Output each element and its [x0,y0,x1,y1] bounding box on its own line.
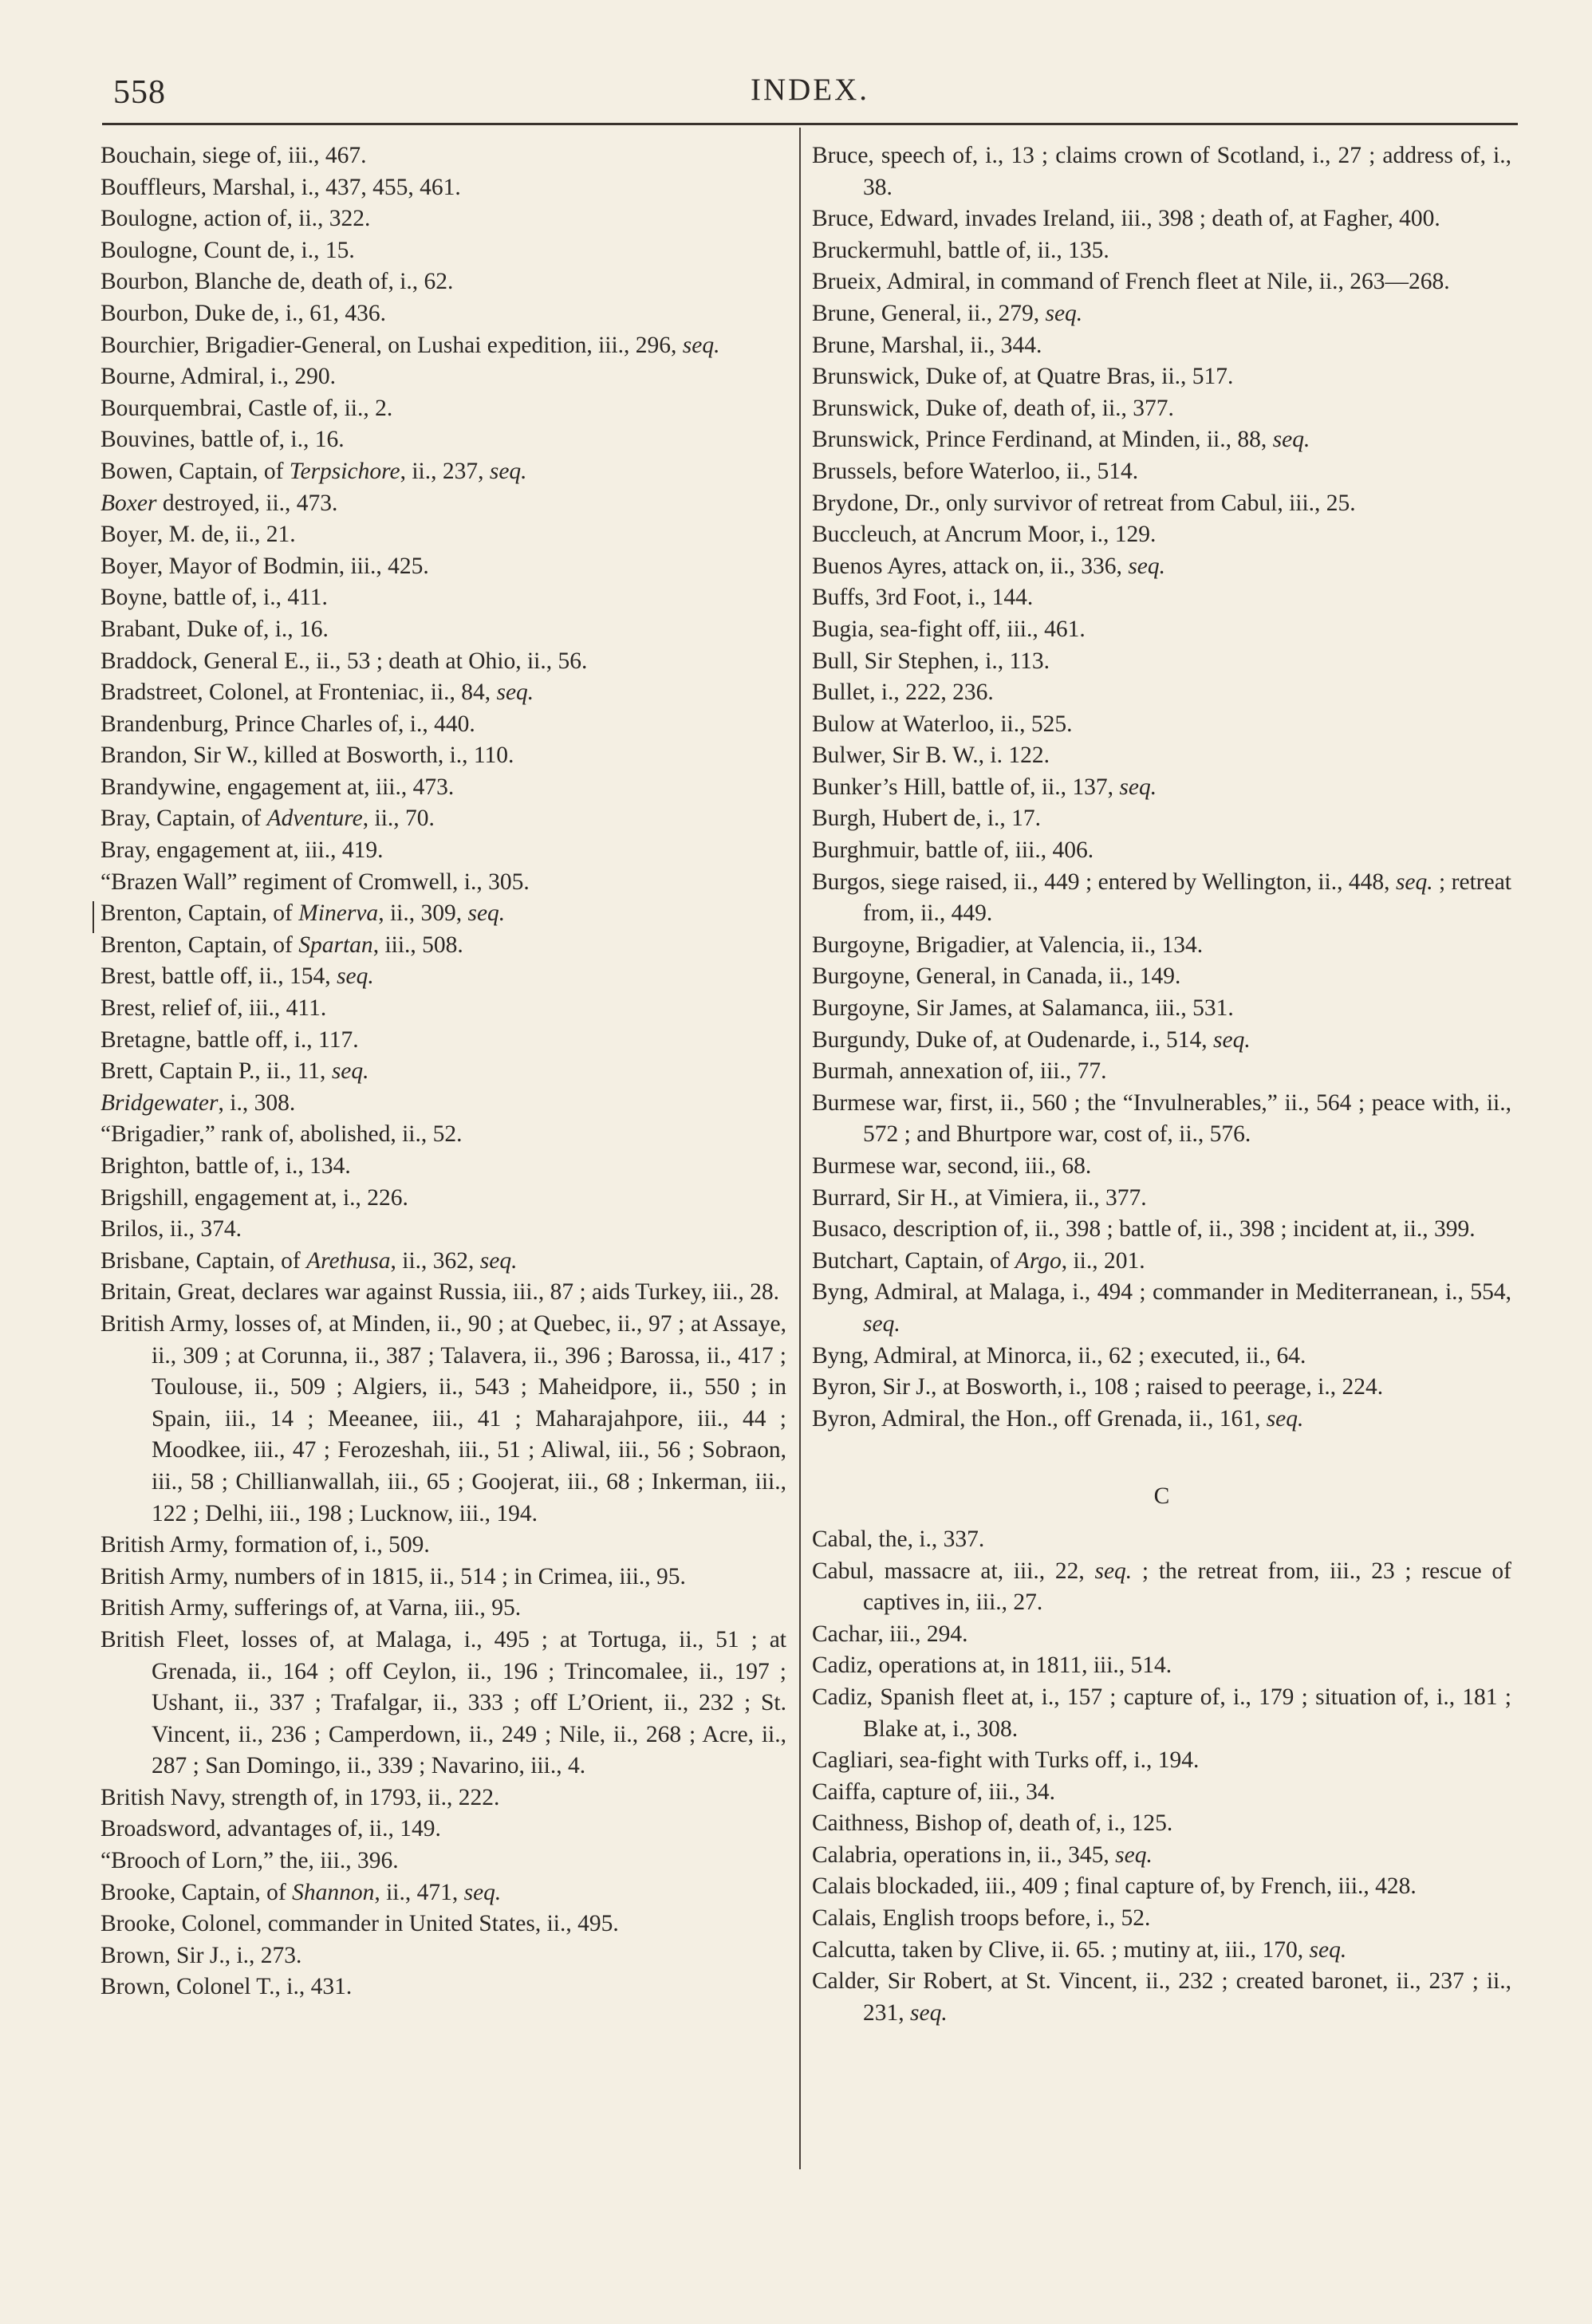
index-entry: Brunswick, Prince Ferdinand, at Minden, ii., 88, seq. [812,427,1310,453]
index-entry: Britain, Great, declares war against Russia, iii., 87 ; aids Turkey, iii., 28. [100,1279,779,1306]
index-entry: Bourne, Admiral, i., 290. [100,364,336,390]
index-entry: Brandywine, engagement at, iii., 473. [100,774,455,800]
index-entry: Bruckermuhl, battle of, ii., 135. [812,237,1109,263]
index-entry: Caiffa, capture of, iii., 34. [812,1778,1056,1805]
index-section-c [812,1524,1511,2030]
page-title: INDEX. [750,73,870,107]
index-entry: Bull, Sir Stephen, i., 113. [812,648,1050,674]
index-entry: British Army, sufferings of, at Varna, iii., 95. [100,1595,522,1621]
index-entry: Buenos Ayres, attack on, ii., 336, seq. [812,553,1166,579]
index-entry: Buccleuch, at Ancrum Moor, i., 129. [812,522,1157,548]
index-entry: Bunker’s Hill, battle of, ii., 137, seq. [812,774,1157,800]
index-entry: Brest, relief of, iii., 411. [100,995,327,1022]
index-entry: Brandenburg, Prince Charles of, i., 440. [100,711,475,737]
index-entry: Cachar, iii., 294. [812,1621,968,1647]
index-entry: Burmese war, first, ii., 560 ; the “Invulnerables,” ii., 564 ; peace with, ii., 572 ; and Bhurtpore war, cost of, ii., 576. [812,1089,1511,1148]
index-entry: Burgundy, Duke of, at Oudenarde, i., 514, seq. [812,1026,1251,1053]
index-entry: Brunswick, Duke of, at Quatre Bras, ii., 517. [812,364,1234,390]
index-entry: Brigshill, engagement at, i., 226. [100,1184,408,1211]
index-entry: Brown, Sir J., i., 273. [100,1942,302,1968]
index-entry: Bullet, i., 222, 236. [812,679,994,706]
page-header [102,70,1518,124]
index-entry: Cagliari, sea-fight with Turks off, i., 194. [812,1747,1200,1774]
index-entry: Bruce, speech of, i., 13 ; claims crown of Scotland, i., 27 ; address of, i., 38. [812,143,1511,200]
index-entry: Brussels, before Waterloo, ii., 514. [812,458,1139,484]
margin-marker [93,901,94,933]
index-entry: Bourquembrai, Castle of, ii., 2. [100,395,393,421]
index-entry: Broadsword, advantages of, ii., 149. [100,1816,441,1842]
index-entry: Bourbon, Blanche de, death of, i., 62. [100,269,454,295]
index-entry: Calder, Sir Robert, at St. Vincent, ii., 232 ; created baronet, ii., 237 ; ii., 231, seq. [812,1968,1511,2026]
index-entry: “Brooch of Lorn,” the, iii., 396. [100,1848,399,1874]
index-entry: Burgoyne, General, in Canada, ii., 149. [812,963,1181,990]
page-number: 558 [113,74,166,111]
index-entry: Bradstreet, Colonel, at Fronteniac, ii., 84, seq. [100,679,534,706]
index-entry: Bouffleurs, Marshal, i., 437, 455, 461. [100,174,461,200]
index-entry: Brisbane, Captain, of Arethusa, ii., 362, seq. [100,1247,518,1274]
index-entry: Braddock, General E., ii., 53 ; death at Ohio, ii., 56. [100,648,588,674]
index-entry: Boulogne, action of, ii., 322. [100,206,371,232]
index-section-b [812,140,1511,1435]
index-entry: Byng, Admiral, at Malaga, i., 494 ; commander in Mediterranean, i., 554, seq. [812,1279,1511,1337]
index-entry: Cadiz, operations at, in 1811, iii., 514. [812,1652,1172,1679]
index-entry: Burrard, Sir H., at Vimiera, ii., 377. [812,1184,1147,1211]
index-entry: Burgh, Hubert de, i., 17. [812,806,1042,832]
section-letter: C [1153,1483,1170,1510]
index-entry: Bulow at Waterloo, ii., 525. [812,711,1073,737]
index-entry: Bulwer, Sir B. W., i. 122. [812,742,1050,769]
index-entry: Brandon, Sir W., killed at Bosworth, i., 110. [100,742,514,769]
index-entry: Brest, battle off, ii., 154, seq. [100,963,374,990]
index-entry: Brabant, Duke of, i., 16. [100,616,329,642]
index-entry: Burgoyne, Brigadier, at Valencia, ii., 134. [812,932,1204,958]
index-entry: Brunswick, Duke of, death of, ii., 377. [812,395,1174,421]
index-entry: Burgos, siege raised, ii., 449 ; entered by Wellington, ii., 448, seq. ; retreat from, ii., 449. [812,869,1511,927]
index-entry: Brilos, ii., 374. [100,1216,242,1243]
index-entry: Bray, engagement at, iii., 419. [100,837,384,864]
index-entry: British Fleet, losses of, at Malaga, i., 495 ; at Tortuga, ii., 51 ; at Grenada, ii., 164 ; off Ceylon, ii., 196 ; Trincomalee, ii., 197 ; Ushant, ii., 337 ; Trafalgar, ii., 333 ; off L’Orient, ii., 232 ; St. Vincent, ii., 236 ; Camperdown, ii., 249 ; Nile, ii., 268 ; Acre, ii., 287 ; San Domingo, ii., 339 ; Navarino, iii., 4. [100,1626,786,1779]
index-entry: Bourbon, Duke de, i., 61, 436. [100,300,387,326]
header-rule [102,123,1518,125]
index-entry: Bugia, sea-fight off, iii., 461. [812,616,1086,642]
index-entry: Burmese war, second, iii., 68. [812,1153,1092,1179]
index-entry: British Army, losses of, at Minden, ii., 90 ; at Quebec, ii., 97 ; at Assaye, ii., 309 ; at Corunna, ii., 387 ; Talavera, ii., 396 ; Barossa, ii., 417 ; Toulouse, ii., 509 ; Algiers, ii., 543 ; Maheidpore, ii., 550 ; in Spain, iii., 14 ; Meeanee, iii., 41 ; Maharajahpore, iii., 44 ; Moodkee, iii., 47 ; Ferozeshah, iii., 51 ; Aliwal, iii., 56 ; Sobraon, iii., 58 ; Chillianwallah, iii., 65 ; Goojerat, iii., 68 ; Inkerman, iii., 122 ; Delhi, iii., 198 ; Lucknow, iii., 194. [100,1310,786,1526]
index-entry: Calabria, operations in, ii., 345, seq. [812,1841,1153,1868]
index-entry: Brune, General, ii., 279, seq. [812,300,1083,326]
index-entry: Boyer, M. de, ii., 21. [100,522,296,548]
index-entry: Brett, Captain P., ii., 11, seq. [100,1058,369,1085]
index-entry: Boxer destroyed, ii., 473. [100,490,338,516]
index-entry: Cabul, massacre at, iii., 22, seq. ; the retreat from, iii., 23 ; rescue of captives in, iii., 27. [812,1558,1511,1616]
index-entry: Bridgewater, i., 308. [100,1089,296,1116]
index-entry: Calais blockaded, iii., 409 ; final capture of, by French, iii., 428. [812,1873,1417,1900]
index-entry: Bourchier, Brigadier-General, on Lushai expedition, iii., 296, seq. [100,332,720,358]
index-entry: British Army, numbers of in 1815, ii., 514 ; in Crimea, iii., 95. [100,1563,686,1589]
index-entry: Brighton, battle of, i., 134. [100,1153,351,1179]
index-entry: Brooke, Colonel, commander in United States, ii., 495. [100,1911,619,1937]
index-entry: Bretagne, battle off, i., 117. [100,1026,359,1053]
index-entry: “Brigadier,” rank of, abolished, ii., 52. [100,1121,463,1148]
index-entry: Bouchain, siege of, iii., 467. [100,143,367,168]
index-entry: Busaco, description of, ii., 398 ; battle of, ii., 398 ; incident at, ii., 399. [812,1216,1476,1243]
index-entry: British Navy, strength of, in 1793, ii., 222. [100,1784,500,1810]
index-entry: Brenton, Captain, of Minerva, ii., 309, seq. [100,900,506,927]
index-entry: Burghmuir, battle of, iii., 406. [812,837,1094,864]
index-entry: Boyne, battle of, i., 411. [100,585,328,611]
index-entry: Burgoyne, Sir James, at Salamanca, iii., 531. [812,995,1234,1022]
right-column [812,140,1511,2029]
index-entry: Brooke, Captain, of Shannon, ii., 471, seq. [100,1879,502,1905]
index-entry: Burmah, annexation of, iii., 77. [812,1058,1107,1085]
index-entry: British Army, formation of, i., 509. [100,1532,430,1558]
index-entry: Buffs, 3rd Foot, i., 144. [812,585,1034,611]
index-entry: Brune, Marshal, ii., 344. [812,332,1042,358]
index-entry: Byng, Admiral, at Minorca, ii., 62 ; executed, ii., 64. [812,1342,1306,1369]
index-entry: Butchart, Captain, of Argo, ii., 201. [812,1247,1145,1274]
index-entry: “Brazen Wall” regiment of Cromwell, i., 305. [100,869,530,895]
index-entry: Byron, Sir J., at Bosworth, i., 108 ; raised to peerage, i., 224. [812,1374,1384,1400]
index-entry: Boulogne, Count de, i., 15. [100,237,355,263]
index-entry: Brown, Colonel T., i., 431. [100,1974,353,2000]
index-entry: Boyer, Mayor of Bodmin, iii., 425. [100,553,429,579]
index-entry: Calcutta, taken by Clive, ii. 65. ; mutiny at, iii., 170, seq. [812,1936,1347,1963]
index-entry: Bowen, Captain, of Terpsichore, ii., 237, seq. [100,458,527,484]
index-entry: Calais, English troops before, i., 52. [812,1905,1151,1932]
index-entry: Brueix, Admiral, in command of French fleet at Nile, ii., 263—268. [812,269,1450,295]
index-entry: Cabal, the, i., 337. [812,1526,985,1552]
index-entry: Bouvines, battle of, i., 16. [100,427,345,453]
index-entry: Caithness, Bishop of, death of, i., 125. [812,1810,1173,1837]
column-divider [799,128,801,2169]
index-entry: Brydone, Dr., only survivor of retreat from Cabul, iii., 25. [812,490,1356,516]
index-entry: Brenton, Captain, of Spartan, iii., 508. [100,932,463,958]
index-entry: Byron, Admiral, the Hon., off Grenada, ii., 161, seq. [812,1405,1304,1432]
index-entry: Bray, Captain, of Adventure, ii., 70. [100,806,435,832]
index-entry: Bruce, Edward, invades Ireland, iii., 398 ; death of, at Fagher, 400. [812,206,1440,232]
index-entry: Cadiz, Spanish fleet at, i., 157 ; capture of, i., 179 ; situation of, i., 181 ; Blake at, i., 308. [812,1684,1511,1742]
left-column [100,140,786,2003]
